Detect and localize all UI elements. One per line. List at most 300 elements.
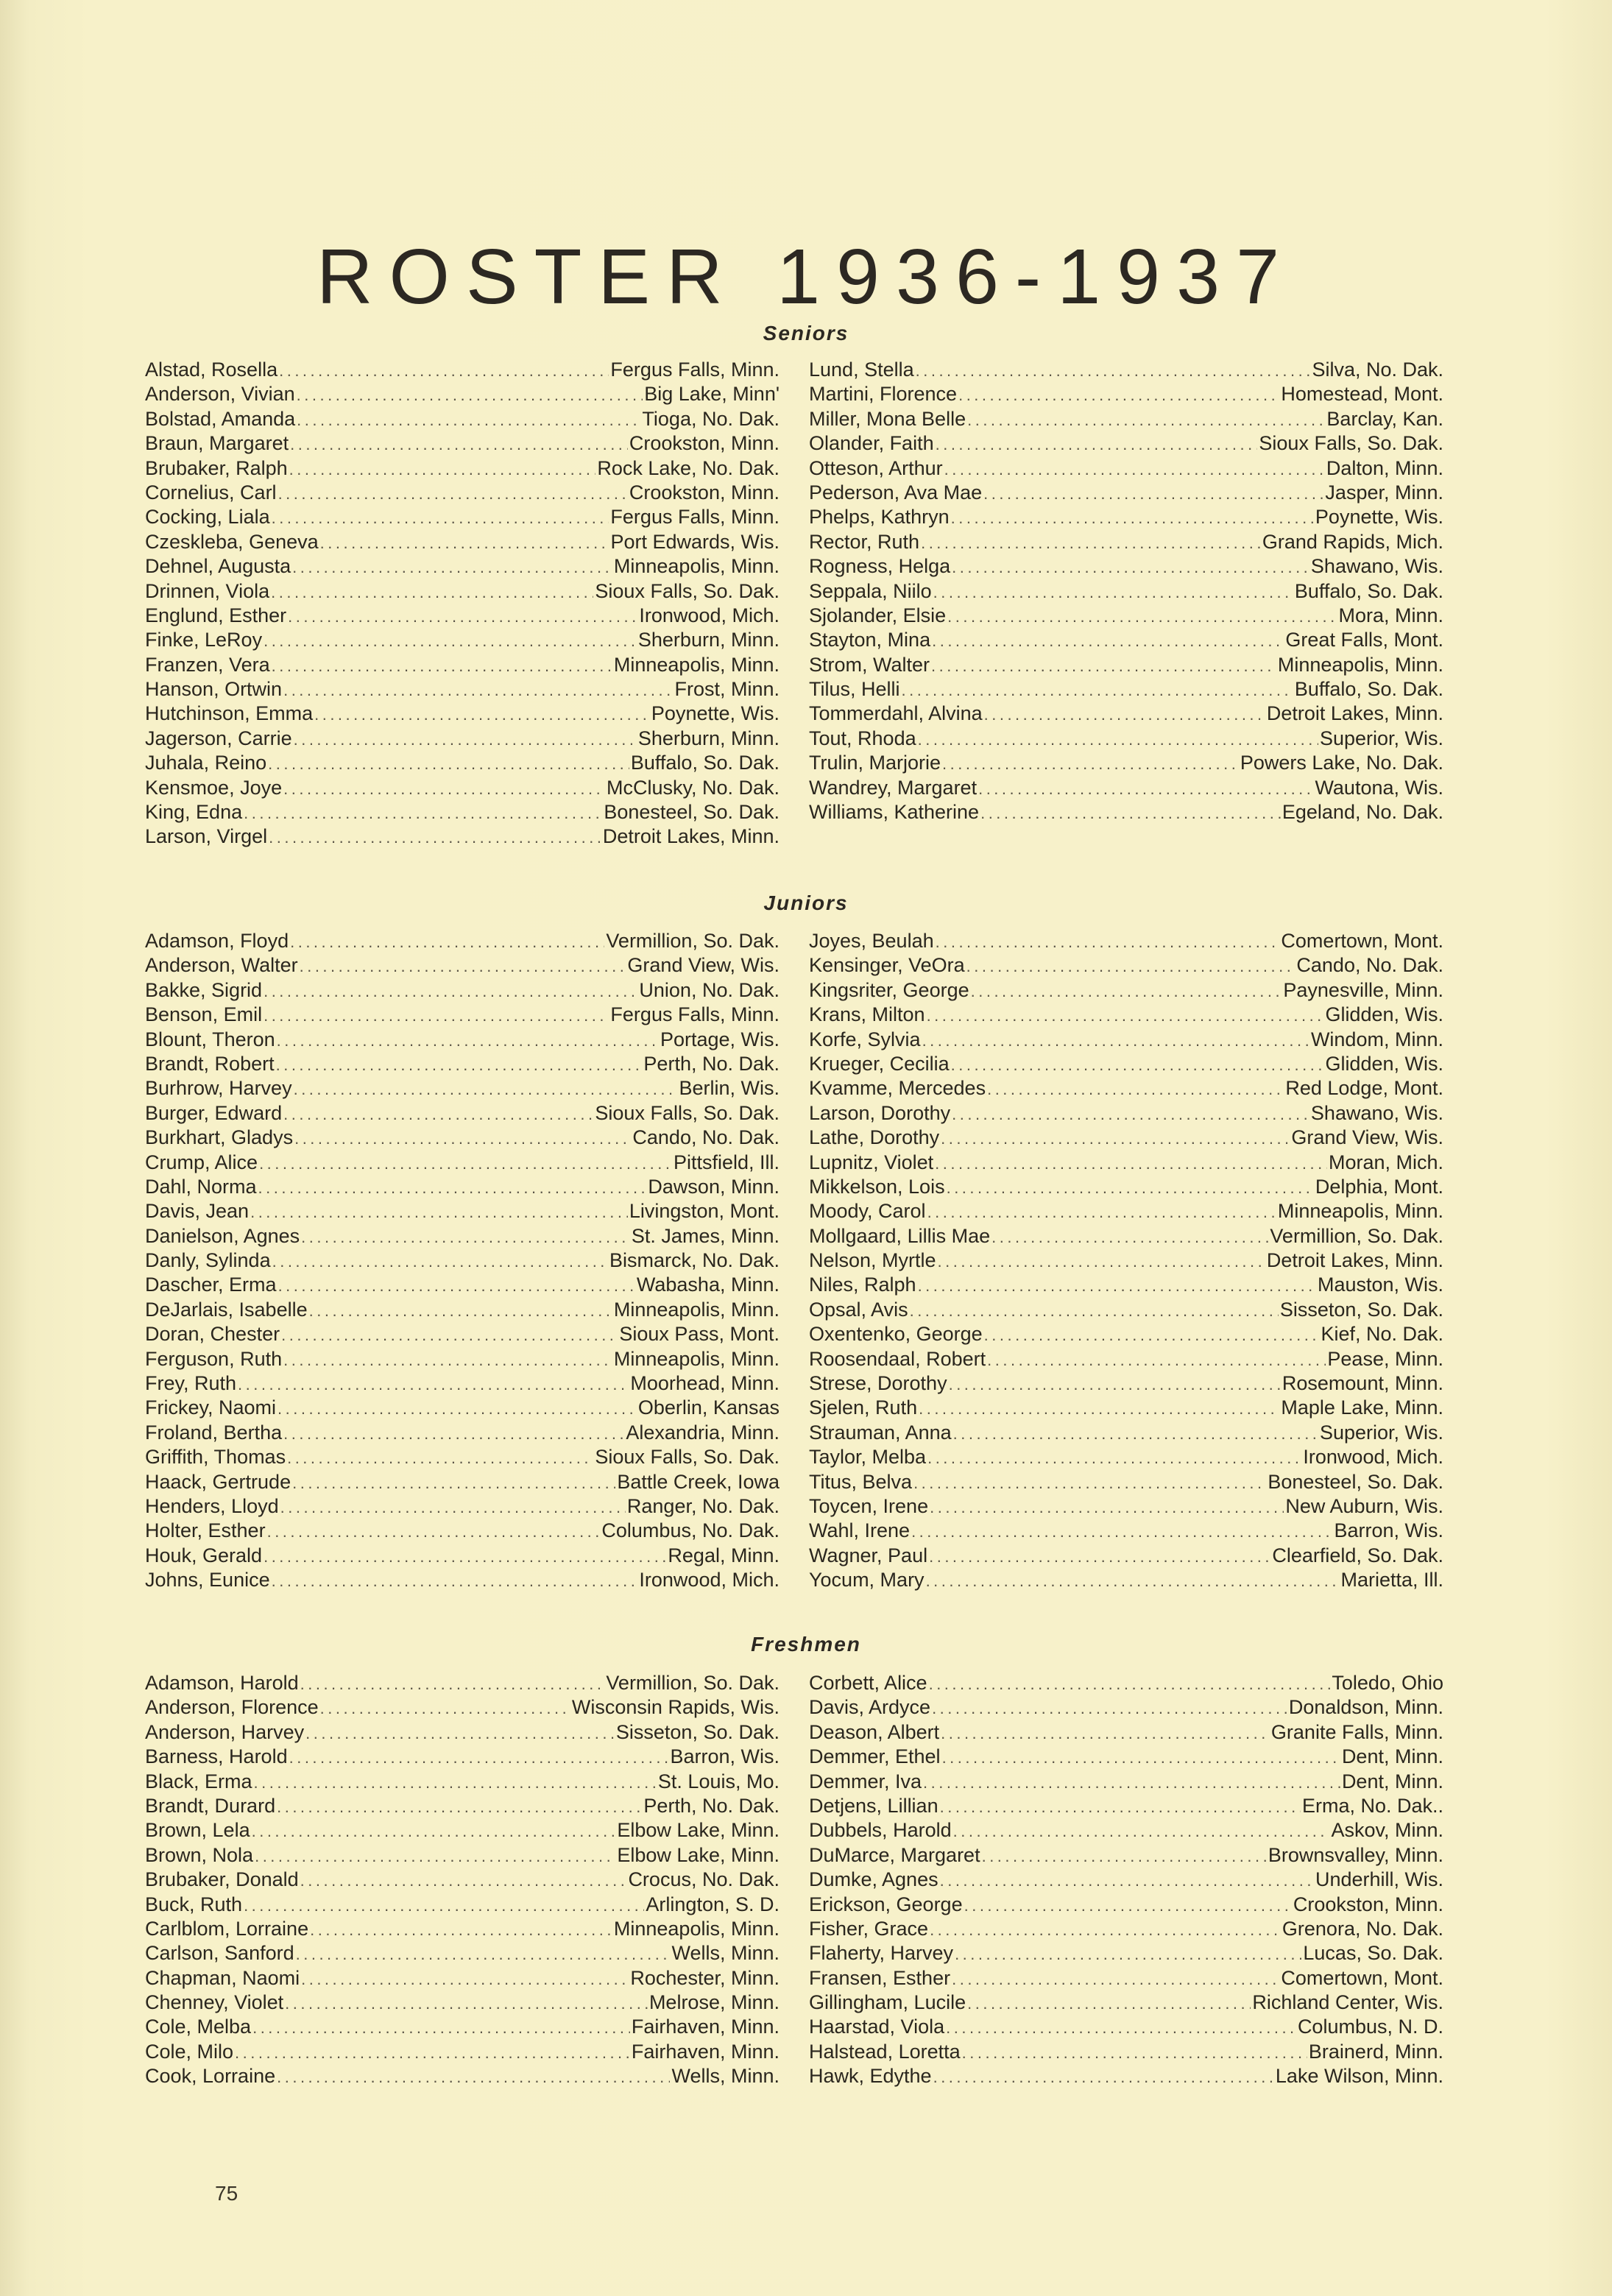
- hometown: Homestead, Mont.: [1281, 383, 1443, 406]
- student-name: Lund, Stella: [809, 358, 914, 381]
- roster-entry: [809, 1126, 1443, 1150]
- hometown: Wisconsin Rapids, Wis.: [571, 1696, 780, 1719]
- student-name: Griffith, Thomas: [145, 1446, 286, 1469]
- roster-entry: [145, 1347, 780, 1371]
- student-name: Joyes, Beulah: [809, 930, 934, 952]
- dot-leader: [314, 702, 650, 727]
- student-name: Jagerson, Carrie: [145, 727, 292, 749]
- hometown: Berlin, Wis.: [679, 1077, 780, 1100]
- dot-leader: [923, 1770, 1340, 1795]
- student-name: Buck, Ruth: [145, 1893, 243, 1915]
- dot-leader: [966, 954, 1295, 978]
- dot-leader: [971, 979, 1282, 1003]
- student-name: Danielson, Agnes: [145, 1224, 300, 1247]
- dot-leader: [936, 432, 1258, 456]
- roster-entry: [809, 505, 1443, 529]
- roster-entry: [809, 1224, 1443, 1248]
- dot-leader: [933, 2065, 1274, 2089]
- hometown: Moran, Mich.: [1328, 1151, 1443, 1173]
- dot-leader: [320, 1696, 570, 1720]
- dot-leader: [283, 1102, 593, 1126]
- hometown: Wautona, Wis.: [1315, 776, 1443, 799]
- dot-leader: [991, 1225, 1268, 1249]
- student-name: Adamson, Harold: [145, 1672, 299, 1694]
- student-name: Haack, Gertrude: [145, 1470, 291, 1493]
- hometown: Union, No. Dak.: [639, 978, 780, 1001]
- dot-leader: [927, 1446, 1301, 1470]
- hometown: Mora, Minn.: [1338, 604, 1443, 626]
- dot-leader: [919, 1396, 1279, 1421]
- roster-entry: [809, 1519, 1443, 1543]
- dot-leader: [296, 1942, 671, 1966]
- roster-entry: [809, 702, 1443, 726]
- dot-leader: [272, 654, 612, 678]
- roster-entry: [809, 1868, 1443, 1892]
- dot-leader: [952, 1967, 1279, 1991]
- hometown: Toledo, Ohio: [1332, 1672, 1443, 1694]
- roster-entry: [809, 2040, 1443, 2064]
- dot-leader: [244, 801, 602, 825]
- dot-leader: [952, 555, 1309, 579]
- dot-leader: [288, 604, 637, 629]
- hometown: Crookston, Minn.: [1293, 1893, 1443, 1915]
- student-name: Cornelius, Carl: [145, 481, 277, 504]
- dot-leader: [987, 1348, 1326, 1372]
- student-name: Taylor, Melba: [809, 1446, 927, 1469]
- dot-leader: [238, 1372, 629, 1396]
- hometown: Minneapolis, Minn.: [613, 653, 780, 676]
- roster-entry: [145, 2015, 780, 2039]
- roster-entry: [145, 1273, 780, 1297]
- student-name: Mikkelson, Lois: [809, 1175, 945, 1198]
- student-name: Strese, Dorothy: [809, 1372, 947, 1395]
- student-name: Demmer, Ethel: [809, 1745, 941, 1768]
- dot-leader: [913, 1471, 1266, 1495]
- hometown: Cando, No. Dak.: [632, 1126, 780, 1149]
- roster-entry: [809, 456, 1443, 481]
- student-name: Benson, Emil: [145, 1003, 263, 1026]
- hometown: Detroit Lakes, Minn.: [1266, 1249, 1443, 1272]
- student-name: Toycen, Irene: [809, 1494, 929, 1517]
- student-name: Deason, Albert: [809, 1720, 940, 1743]
- dot-leader: [918, 727, 1318, 752]
- hometown: Rochester, Minn.: [630, 1966, 780, 1989]
- dot-leader: [930, 1918, 1281, 1942]
- roster-entry: [145, 530, 780, 554]
- hometown: Cando, No. Dak.: [1296, 954, 1443, 977]
- hometown: Grenora, No. Dak.: [1282, 1917, 1443, 1940]
- hometown: Minneapolis, Minn.: [613, 1347, 780, 1370]
- dot-leader: [277, 1396, 637, 1421]
- hometown: Minneapolis, Minn.: [1277, 653, 1443, 676]
- hometown: Elbow Lake, Minn.: [617, 1819, 780, 1842]
- hometown: Bismarck, No. Dak.: [609, 1249, 780, 1272]
- student-name: Dascher, Erma: [145, 1274, 277, 1296]
- hometown: Paynesville, Minn.: [1283, 978, 1443, 1001]
- student-name: Sjelen, Ruth: [809, 1396, 918, 1419]
- hometown: St. James, Minn.: [631, 1224, 780, 1247]
- student-name: Dahl, Norma: [145, 1175, 257, 1198]
- student-name: DeJarlais, Isabelle: [145, 1298, 308, 1321]
- page-number: 75: [215, 2182, 238, 2205]
- hometown: Dent, Minn.: [1341, 1745, 1443, 1768]
- roster-entry: [809, 1991, 1443, 2015]
- roster-entry: [145, 358, 780, 382]
- student-name: Kingsriter, George: [809, 978, 969, 1001]
- dot-leader: [952, 1102, 1309, 1126]
- student-name: Williams, Katherine: [809, 801, 980, 824]
- hometown: Askov, Minn.: [1331, 1819, 1443, 1842]
- student-name: Miller, Mona Belle: [809, 407, 966, 430]
- roster-entry: [145, 1003, 780, 1027]
- dot-leader: [922, 1028, 1309, 1053]
- roster-entry: [145, 1917, 780, 1941]
- roster-entry: [809, 554, 1443, 579]
- student-name: Black, Erma: [145, 1770, 252, 1792]
- roster-entry: [809, 481, 1443, 505]
- student-name: Davis, Jean: [145, 1200, 250, 1223]
- student-name: Demmer, Iva: [809, 1770, 922, 1792]
- hometown: Perth, No. Dak.: [643, 1052, 780, 1075]
- hometown: Arlington, S. D.: [646, 1893, 780, 1915]
- student-name: Kvamme, Mercedes: [809, 1077, 986, 1100]
- roster-entry: [145, 1199, 780, 1223]
- roster-entry: [809, 2064, 1443, 2088]
- hometown: Lucas, So. Dak.: [1303, 1942, 1443, 1965]
- hometown: Maple Lake, Minn.: [1281, 1396, 1443, 1419]
- hometown: McClusky, No. Dak.: [606, 776, 780, 799]
- roster-entry: [145, 1248, 780, 1273]
- hometown: Richland Center, Wis.: [1252, 1991, 1443, 2014]
- dot-leader: [980, 801, 1281, 825]
- dot-leader: [287, 1446, 593, 1470]
- dot-leader: [935, 1151, 1327, 1176]
- student-name: Hawk, Edythe: [809, 2065, 932, 2088]
- hometown: Fairhaven, Minn.: [631, 2040, 780, 2063]
- student-name: Braun, Margaret: [145, 432, 289, 455]
- hometown: Erma, No. Dak..: [1301, 1794, 1443, 1817]
- student-name: Trulin, Marjorie: [809, 752, 941, 774]
- freshmen-right-column: [809, 1671, 1443, 2089]
- hometown: Fergus Falls, Minn.: [610, 1003, 780, 1026]
- roster-entry: [145, 1794, 780, 1818]
- roster-entry: [809, 1371, 1443, 1396]
- roster-entry: [145, 1371, 780, 1396]
- hometown: Ironwood, Mich.: [639, 1569, 780, 1592]
- student-name: Hutchinson, Emma: [145, 702, 314, 725]
- student-name: Dubbels, Harold: [809, 1819, 952, 1842]
- hometown: Ironwood, Mich.: [639, 604, 780, 626]
- dot-leader: [927, 1200, 1276, 1224]
- dot-leader: [931, 654, 1276, 678]
- roster-entry: [809, 1052, 1443, 1076]
- hometown: Egeland, No. Dak.: [1282, 801, 1443, 824]
- hometown: Marietta, Ill.: [1340, 1569, 1443, 1592]
- student-name: Ferguson, Ruth: [145, 1347, 283, 1370]
- student-name: Carlson, Sanford: [145, 1942, 294, 1965]
- dot-leader: [320, 531, 609, 555]
- hometown: Mauston, Wis.: [1317, 1274, 1443, 1296]
- hometown: Wells, Minn.: [671, 2065, 780, 2088]
- roster-entry: [809, 1494, 1443, 1519]
- dot-leader: [301, 1967, 629, 1991]
- dot-leader: [290, 930, 604, 954]
- hometown: Regal, Minn.: [668, 1544, 780, 1566]
- roster-entry: [809, 1076, 1443, 1101]
- hometown: Oberlin, Kansas: [637, 1396, 780, 1419]
- student-name: Flaherty, Harvey: [809, 1942, 954, 1965]
- student-name: Corbett, Alice: [809, 1672, 927, 1694]
- student-name: Larson, Dorothy: [809, 1101, 951, 1124]
- roster-entry: [809, 2015, 1443, 2039]
- student-name: Johns, Eunice: [145, 1569, 270, 1592]
- hometown: Alexandria, Minn.: [626, 1421, 780, 1444]
- student-name: DuMarce, Margaret: [809, 1843, 980, 1866]
- student-name: Englund, Esther: [145, 604, 287, 626]
- student-name: Opsal, Avis: [809, 1298, 908, 1321]
- roster-entry: [809, 431, 1443, 456]
- student-name: Cocking, Liala: [145, 506, 270, 529]
- roster-entry: [809, 1273, 1443, 1297]
- hometown: Buffalo, So. Dak.: [1294, 678, 1443, 701]
- roster-entry: [809, 1966, 1443, 1991]
- roster-entry: [145, 1720, 780, 1745]
- dot-leader: [259, 1151, 672, 1176]
- dot-leader: [271, 580, 593, 604]
- dot-leader: [301, 1225, 630, 1249]
- roster-entry: [145, 2064, 780, 2088]
- hometown: Sioux Pass, Mont.: [619, 1323, 780, 1346]
- roster-entry: [145, 1568, 780, 1592]
- dot-leader: [258, 1176, 647, 1200]
- student-name: Lathe, Dorothy: [809, 1126, 940, 1149]
- hometown: Bonesteel, So. Dak.: [604, 801, 780, 824]
- dot-leader: [987, 1077, 1284, 1101]
- hometown: Buffalo, So. Dak.: [1294, 579, 1443, 602]
- hometown: Sioux Falls, So. Dak.: [595, 1101, 780, 1124]
- dot-leader: [978, 777, 1313, 801]
- dot-leader: [967, 1991, 1251, 2016]
- roster-entry: [809, 530, 1443, 554]
- roster-entry: [145, 1224, 780, 1248]
- student-name: Mollgaard, Lillis Mae: [809, 1224, 991, 1247]
- student-name: Anderson, Vivian: [145, 383, 295, 406]
- dot-leader: [264, 1003, 609, 1028]
- hometown: Windom, Minn.: [1310, 1028, 1443, 1050]
- student-name: Stayton, Mina: [809, 629, 931, 651]
- hometown: Tioga, No. Dak.: [642, 407, 780, 430]
- hometown: Buffalo, So. Dak.: [630, 752, 780, 774]
- dot-leader: [305, 1721, 615, 1745]
- dot-leader: [918, 1274, 1316, 1298]
- student-name: Tommerdahl, Alvina: [809, 702, 983, 725]
- dot-leader: [929, 1544, 1270, 1569]
- dot-leader: [932, 629, 1284, 653]
- student-name: Chenney, Violet: [145, 1991, 284, 2014]
- dot-leader: [938, 1249, 1265, 1274]
- roster-entry: [809, 653, 1443, 677]
- dot-leader: [941, 1126, 1290, 1151]
- dot-leader: [951, 1053, 1324, 1077]
- dot-leader: [278, 481, 628, 506]
- roster-entry: [809, 1003, 1443, 1027]
- dot-leader: [285, 1991, 648, 2016]
- hometown: Columbus, N. D.: [1297, 2016, 1443, 2038]
- hometown: St. Louis, Mo.: [657, 1770, 780, 1792]
- dot-leader: [962, 2041, 1307, 2065]
- hometown: Brainerd, Minn.: [1308, 2040, 1443, 2063]
- dot-leader: [289, 457, 596, 481]
- hometown: Detroit Lakes, Minn.: [1266, 702, 1443, 725]
- student-name: Carlblom, Lorraine: [145, 1917, 309, 1940]
- hometown: Port Edwards, Wis.: [610, 530, 780, 553]
- hometown: Ironwood, Mich.: [1303, 1446, 1443, 1469]
- hometown: Sherburn, Minn.: [637, 629, 780, 651]
- roster-entry: [809, 1818, 1443, 1843]
- hometown: Elbow Lake, Minn.: [617, 1843, 780, 1866]
- hometown: Ranger, No. Dak.: [626, 1494, 780, 1517]
- roster-entry: [145, 1126, 780, 1150]
- student-name: Larson, Virgel: [145, 825, 268, 848]
- dot-leader: [982, 1844, 1267, 1868]
- student-name: Roosendaal, Robert: [809, 1347, 986, 1370]
- roster-entry: [809, 776, 1443, 800]
- roster-entry: [809, 1298, 1443, 1322]
- hometown: Great Falls, Mont.: [1285, 629, 1443, 651]
- roster-entry: [145, 727, 780, 751]
- student-name: Sjolander, Elsie: [809, 604, 947, 626]
- student-name: Danly, Sylinda: [145, 1249, 271, 1272]
- roster-entry: [145, 1818, 780, 1843]
- dot-leader: [277, 2065, 670, 2089]
- dot-leader: [940, 1795, 1301, 1819]
- roster-entry: [145, 1421, 780, 1445]
- hometown: Vermillion, So. Dak.: [606, 930, 780, 952]
- student-name: Burkhart, Gladys: [145, 1126, 294, 1149]
- dot-leader: [272, 1249, 608, 1274]
- juniors-right-column: [809, 929, 1443, 1593]
- student-name: Moody, Carol: [809, 1200, 926, 1223]
- dot-leader: [984, 702, 1265, 727]
- roster-entry: [809, 1322, 1443, 1346]
- dot-leader: [283, 1421, 624, 1446]
- dot-leader: [264, 979, 637, 1003]
- hometown: Grand View, Wis.: [1291, 1126, 1443, 1149]
- student-name: Alstad, Rosella: [145, 358, 278, 381]
- hometown: Crookston, Minn.: [629, 432, 780, 455]
- student-name: Wandrey, Margaret: [809, 776, 978, 799]
- dot-leader: [294, 1126, 631, 1151]
- dot-leader: [932, 1696, 1287, 1720]
- roster-entry: [809, 800, 1443, 824]
- student-name: Juhala, Reino: [145, 752, 267, 774]
- roster-entry: [145, 407, 780, 431]
- dot-leader: [300, 1672, 605, 1696]
- hometown: Superior, Wis.: [1319, 727, 1443, 749]
- dot-leader: [955, 1942, 1301, 1966]
- roster-entry: [145, 1941, 780, 1965]
- roster-entry: [809, 1544, 1443, 1568]
- hometown: Rosemount, Minn.: [1282, 1372, 1443, 1395]
- student-name: Dumke, Agnes: [809, 1868, 938, 1891]
- hometown: Sherburn, Minn.: [637, 727, 780, 749]
- student-name: Doran, Chester: [145, 1323, 280, 1346]
- student-name: Finke, LeRoy: [145, 629, 263, 651]
- hometown: Minneapolis, Minn.: [613, 1298, 780, 1321]
- roster-entry: [809, 1175, 1443, 1199]
- roster-entry: [145, 1322, 780, 1346]
- student-name: Crump, Alice: [145, 1151, 258, 1173]
- student-name: Cook, Lorraine: [145, 2065, 276, 2088]
- hometown: Poynette, Wis.: [651, 702, 780, 725]
- student-name: Houk, Gerald: [145, 1544, 263, 1566]
- dot-leader: [953, 1421, 1318, 1446]
- hometown: Battle Creek, Iowa: [617, 1470, 780, 1493]
- hometown: Grand Rapids, Mich.: [1262, 530, 1443, 553]
- hometown: Sioux Falls, So. Dak.: [595, 1446, 780, 1469]
- dot-leader: [310, 1918, 612, 1942]
- hometown: Wells, Minn.: [671, 1942, 780, 1965]
- hometown: Big Lake, Minn': [644, 383, 780, 406]
- dot-leader: [276, 1053, 643, 1077]
- dot-leader: [947, 604, 1337, 629]
- hometown: Pittsfield, Ill.: [673, 1151, 780, 1173]
- roster-entry: [145, 800, 780, 824]
- dot-leader: [983, 481, 1323, 506]
- roster-entry: [145, 1445, 780, 1469]
- student-name: Gillingham, Lucile: [809, 1991, 966, 2014]
- dot-leader: [910, 1299, 1279, 1323]
- roster-entry: [809, 1893, 1443, 1917]
- hometown: Bonesteel, So. Dak.: [1268, 1470, 1443, 1493]
- roster-entry: [809, 1101, 1443, 1126]
- dot-leader: [927, 1003, 1324, 1028]
- juniors-left-column: [145, 929, 780, 1593]
- student-name: Holter, Esther: [145, 1519, 266, 1542]
- dot-leader: [947, 1176, 1314, 1200]
- roster-entry: [145, 953, 780, 978]
- roster-entry: [145, 1671, 780, 1695]
- roster-entry: [809, 727, 1443, 751]
- dot-leader: [244, 1893, 644, 1918]
- roster-entry: [145, 1519, 780, 1543]
- dot-leader: [289, 1745, 669, 1770]
- student-name: Anderson, Florence: [145, 1696, 319, 1719]
- hometown: Shawano, Wis.: [1310, 555, 1443, 578]
- roster-entry: [145, 677, 780, 702]
- student-name: Kensinger, VeOra: [809, 954, 965, 977]
- student-name: Fransen, Esther: [809, 1966, 951, 1989]
- roster-entry: [809, 953, 1443, 978]
- roster-entry: [145, 929, 780, 953]
- student-name: Lupnitz, Violet: [809, 1151, 934, 1173]
- roster-entry: [809, 407, 1443, 431]
- roster-entry: [145, 1101, 780, 1126]
- student-name: Olander, Faith: [809, 432, 934, 455]
- student-name: Haarstad, Viola: [809, 2016, 945, 2038]
- roster-entry: [809, 1695, 1443, 1720]
- freshmen-left-column: [145, 1671, 780, 2089]
- student-name: Oxentenko, George: [809, 1323, 983, 1346]
- hometown: Detroit Lakes, Minn.: [602, 825, 780, 848]
- hometown: Comertown, Mont.: [1281, 930, 1443, 952]
- student-name: Krans, Milton: [809, 1003, 925, 1026]
- hometown: Crookston, Minn.: [629, 481, 780, 504]
- hometown: Donaldson, Minn.: [1288, 1696, 1443, 1719]
- dot-leader: [278, 1274, 635, 1298]
- student-name: Brandt, Durard: [145, 1794, 276, 1817]
- hometown: Silva, No. Dak.: [1312, 358, 1443, 381]
